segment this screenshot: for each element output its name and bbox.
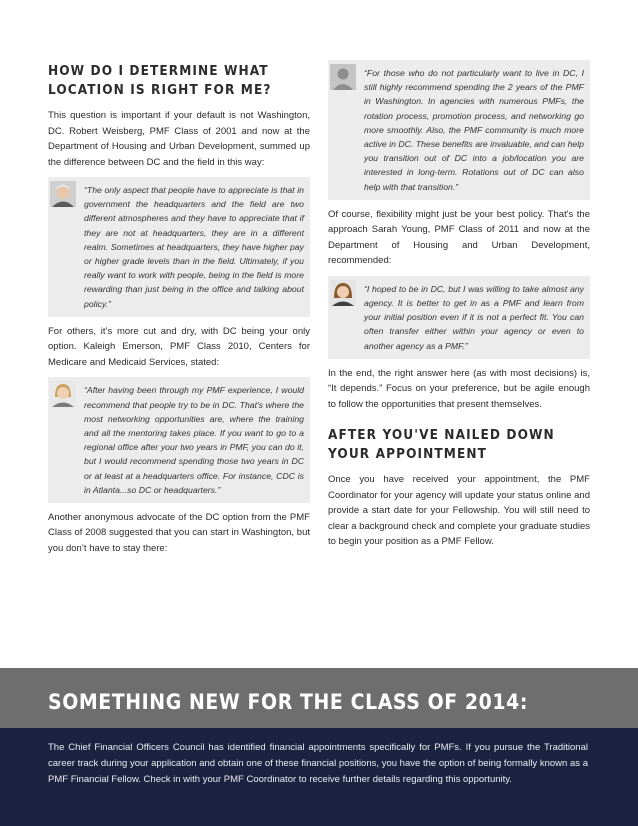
quote-emerson (48, 377, 310, 503)
quote-weisberg (48, 177, 310, 317)
quote-text: “I hoped to be in DC, but I was willing to take almost any agency. It is better to get in as a PMF and learn from your initial position even if it is not a perfect fit. You can often transfer either within your agency or even to another agency as a PMF.” (364, 283, 584, 351)
person-placeholder-icon (330, 64, 356, 90)
banner-body-text: The Chief Financial Officers Council has identified financial appointments specifically for PMFs. If you pursue the Traditional career track during your application and obtain one of these financial positions, you have the option of being formally known as a PMF Financial Fellow. Check in with your PMF Coordinator to receive further details regarding this opportunity. (48, 742, 588, 785)
banner-title: SOMETHING NEW FOR THE CLASS OF 2014: (48, 690, 529, 714)
appointment-heading: AFTER YOU'VE NAILED DOWN YOUR APPOINTMENT (328, 427, 555, 463)
avatar-photo (50, 381, 76, 407)
right-column (328, 60, 590, 557)
banner-body-panel (0, 728, 638, 826)
quote-text: “The only aspect that people have to appreciate is that in government the headquarters and the field are two different atmospheres and they have to appreciate that if they are not at headquarters, they are in a different realm. Sometimes at headquarters, they have higher pay or higher grade levels than in the field. Ultimately, if you really want to work with people, being in the field is more rewarding than just being in the office and talking about policy.” (84, 185, 304, 309)
paragraph: In the end, the right answer here (as with most decisions) is, “It depends.” Focus on your preference, but be agile enough to follow the opportunities that present themselves. (328, 367, 590, 410)
paragraph: Once you have received your appointment, the PMF Coordinator for your agency will update your status online and provide a start date for your Fellowship. You will still need to clear a background check and complete your graduate studies to begin your position as a PMF Fellow. (328, 474, 590, 548)
class-2014-banner (0, 668, 638, 728)
quote-text: “After having been through my PMF experience, I would recommend that people try to be in DC. That's where the most networking opportunities are, where the training and all the mentoring takes place. If you want to go to a regional office after your two years in PMF, you can do it, but I would recommend spending those two years in DC or at least at a headquarters office. For instance, CDC is in Atlanta...so DC or headquarters.” (84, 385, 304, 495)
quote-text: “For those who do not particularly want to live in DC, I still highly recommend spending the 2 years of the PMF in Washington. In agencies with numerous PMFs, the rotation process, promotion process, and networking go more smoothly. Also, the PMF community is much more active in DC. These benefits are invaluable, and can help you transition out of DC into a job/location you are interested in long-term. Rotations out of DC can also help with that transition.” (364, 68, 584, 192)
paragraph: Of course, flexibility might just be your best policy. That's the approach Sarah Young, PMF Class of 2011 and now at the Department of Housing and Urban Development, recommended: (328, 208, 590, 267)
location-heading: HOW DO I DETERMINE WHAT LOCATION IS RIGHT FOR ME? (48, 63, 272, 98)
quote-anonymous (328, 60, 590, 200)
avatar-photo (50, 181, 76, 207)
quote-young (328, 276, 590, 359)
paragraph: For others, it’s more cut and dry, with DC being your only option. Kaleigh Emerson, PMF Class 2010, Centers for Medicare and Medicaid Services, stated: (48, 325, 310, 368)
left-column (48, 62, 310, 563)
intro-paragraph: This question is important if your default is not Washington, DC. Robert Weisberg, PMF Class of 2001 and now at the Department of Housing and Urban Development, summed up the difference between DC and the field in this way: (48, 110, 310, 168)
avatar-photo (330, 280, 356, 306)
paragraph: Another anonymous advocate of the DC option from the PMF Class of 2008 suggested that you can start in Washington, but you don’t have to stay there: (48, 511, 310, 554)
